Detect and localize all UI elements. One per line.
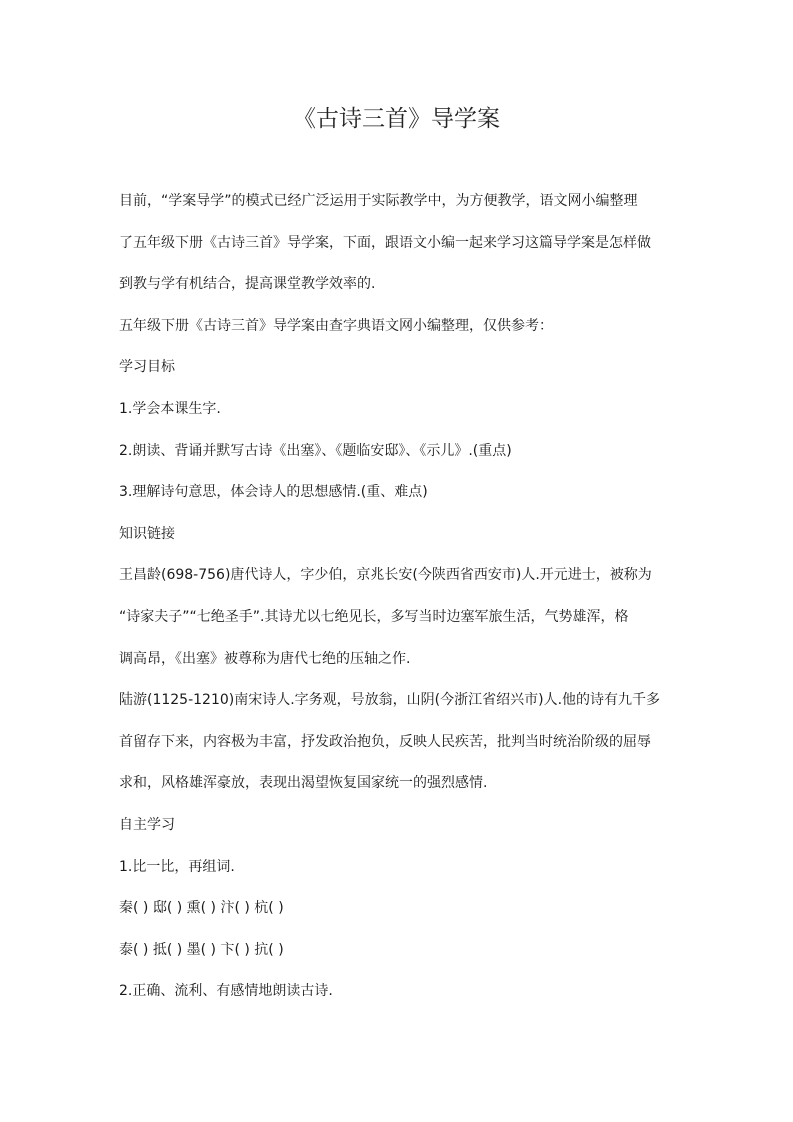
intro-line-1: 目前，“学案导学”的模式已经广泛运用于实际教学中，为方便教学，语文网小编整理 [119, 193, 638, 209]
goal-item-3: 3.理解诗句意思，体会诗人的思想感情.(重、难点) [119, 484, 428, 501]
goal-item-1: 1.学会本课生字. [119, 400, 221, 417]
goal-item-2: 2.朗读、背诵并默写古诗《出塞》、《题临安邸》、《示儿》.(重点) [119, 442, 512, 459]
section-heading-self-study: 自主学习 [119, 816, 175, 833]
exercise-row-2: 泰( ) 抵( ) 墨( ) 卞( ) 抗( ) [119, 941, 284, 958]
knowledge-line-4: 陆游(1125-1210)南宋诗人.字务观，号放翁，山阴(今浙江省绍兴市)人.他的诗有九千多 [119, 692, 661, 709]
knowledge-line-1: 王昌龄(698-756)唐代诗人，字少伯，京兆长安(今陕西省西安市)人.开元进士，被称为 [119, 567, 652, 584]
knowledge-line-6: 求和，风格雄浑豪放，表现出渴望恢复国家统一的强烈感情. [119, 775, 488, 792]
section-heading-goals: 学习目标 [119, 359, 175, 376]
knowledge-line-5: 首留存下来，内容极为丰富，抒发政治抱负，反映人民疾苦，批判当时统治阶级的屈辱 [119, 733, 651, 750]
exercise-item-1: 1.比一比，再组词. [119, 858, 235, 875]
exercise-row-1: 秦( ) 邸( ) 熏( ) 汴( ) 杭( ) [119, 900, 284, 917]
knowledge-line-3: 调高昂，《出塞》被尊称为唐代七绝的压轴之作. [119, 650, 411, 667]
intro-line-4: 五年级下册《古诗三首》导学案由查字典语文网小编整理，仅供参考： [119, 317, 553, 334]
section-heading-knowledge: 知识链接 [119, 525, 175, 542]
intro-line-2: 了五年级下册《古诗三首》导学案，下面，跟语文小编一起来学习这篇导学案是怎样做 [119, 234, 651, 251]
page-title: 《古诗三首》导学案 [293, 106, 500, 132]
knowledge-line-2: “诗家夫子”“七绝圣手”.其诗尤以七绝见长，多写当时边塞军旅生活，气势雄浑，格 [119, 608, 629, 625]
intro-line-3: 到教与学有机结合，提高课堂教学效率的. [119, 276, 376, 293]
document-body [119, 181, 689, 1013]
exercise-item-2: 2.正确、流利、有感情地朗读古诗. [119, 983, 333, 1000]
